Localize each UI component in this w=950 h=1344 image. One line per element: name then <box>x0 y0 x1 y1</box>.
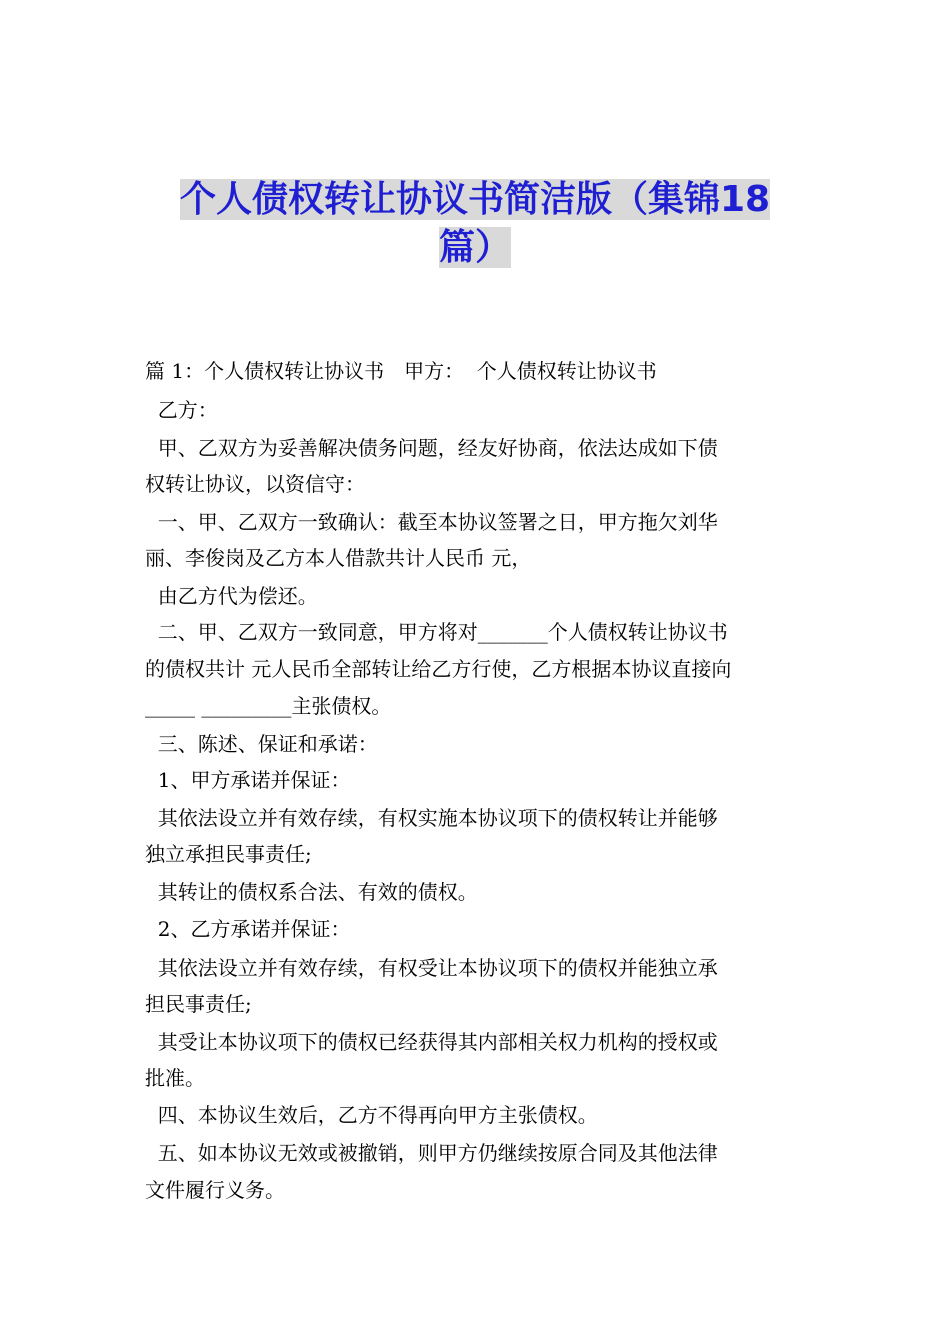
body-line: 甲、乙双方为妥善解决债务问题，经友好协商，依法达成如下债 <box>145 436 718 460</box>
body-line: 独立承担民事责任; <box>145 842 312 866</box>
body-line: 的债权共计 元人民币全部转让给乙方行使，乙方根据本协议直接向 <box>145 657 732 681</box>
body-line: 2、乙方承诺并保证： <box>145 917 351 941</box>
body-line: 担民事责任; <box>145 992 252 1016</box>
body-line: 一、甲、乙双方一致确认：截至本协议签署之日，甲方拖欠刘华 <box>145 510 718 534</box>
body-line: 乙方： <box>145 398 218 422</box>
document-title-line-2: 篇） <box>438 227 511 268</box>
document-title-line-1: 个人债权转让协议书简洁版（集锦18 <box>179 179 771 220</box>
body-line: 其转让的债权系合法、有效的债权。 <box>145 880 478 904</box>
body-line: 文件履行义务。 <box>145 1178 285 1202</box>
body-line: _____ _________主张债权。 <box>145 694 392 718</box>
body-line: 1、甲方承诺并保证： <box>145 768 351 792</box>
body-line: 三、陈述、保证和承诺： <box>145 732 378 756</box>
body-line: 四、本协议生效后，乙方不得再向甲方主张债权。 <box>145 1103 598 1127</box>
body-line: 权转让协议，以资信守： <box>145 472 365 496</box>
body-line: 篇 1：个人债权转让协议书 甲方： 个人债权转让协议书 <box>145 359 657 383</box>
body-line: 丽、李俊岗及乙方本人借款共计人民币 元， <box>145 546 532 570</box>
body-line: 批准。 <box>145 1066 205 1090</box>
body-line: 其受让本协议项下的债权已经获得其内部相关权力机构的授权或 <box>145 1030 718 1054</box>
body-line: 其依法设立并有效存续，有权受让本协议项下的债权并能独立承 <box>145 956 718 980</box>
body-line: 由乙方代为偿还。 <box>145 584 318 608</box>
body-line: 二、甲、乙双方一致同意，甲方将对_______个人债权转让协议书 <box>145 620 728 644</box>
body-line: 其依法设立并有效存续，有权实施本协议项下的债权转让并能够 <box>145 806 718 830</box>
body-line: 五、如本协议无效或被撤销，则甲方仍继续按原合同及其他法律 <box>145 1141 718 1165</box>
